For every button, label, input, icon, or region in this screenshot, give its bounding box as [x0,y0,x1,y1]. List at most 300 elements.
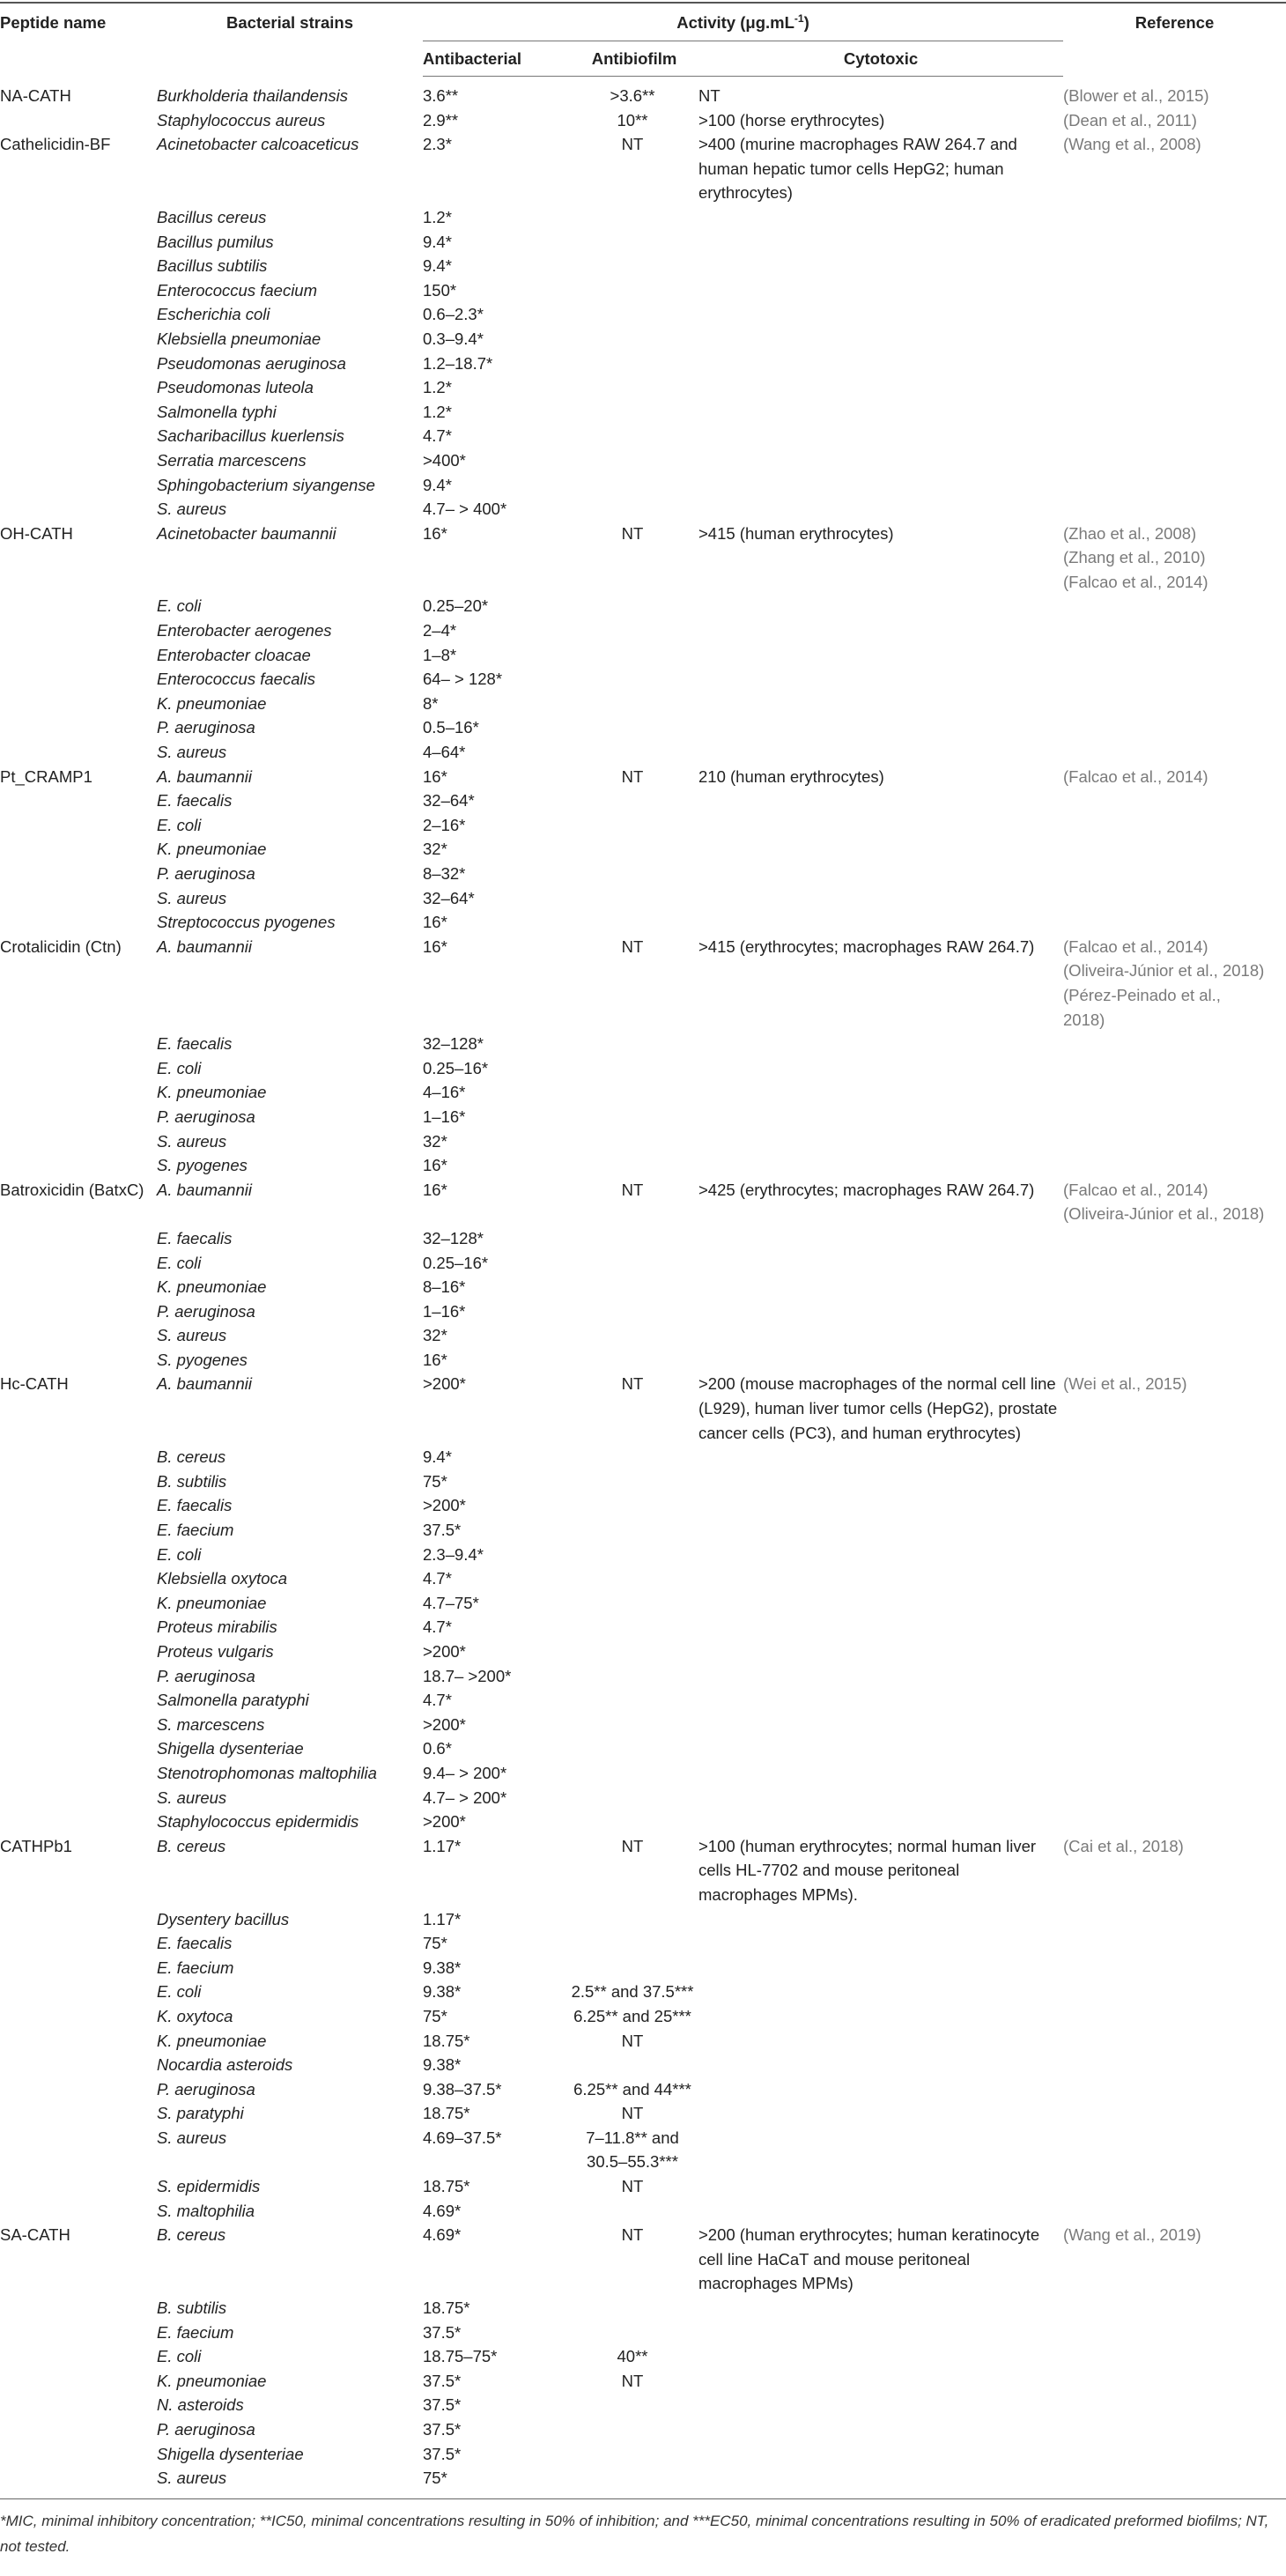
table-row [0,1493,1286,1518]
cell-peptide-name [0,862,157,886]
cell-bacterial-strain: Enterobacter aerogenes [157,621,332,640]
cell-bacterial-strain: Klebsiella pneumoniae [157,329,322,348]
cell-antibiofilm [570,2053,698,2077]
table-row [0,1518,1286,1543]
cell-antibacterial: 4–16* [423,1083,466,1102]
cell-reference [1063,400,1286,425]
cell-peptide-name [0,618,157,643]
cell-bacterial-strain: Enterococcus faecium [157,280,318,300]
cell-bacterial-strain: Burkholderia thailandensis [157,85,348,105]
cell-reference [1063,352,1286,376]
cell-peptide-name [0,1664,157,1689]
cell-antibiofilm: NT [621,1836,644,1855]
cell-peptide-name: Batroxicidin (BatxC) [0,1180,144,1199]
cell-cytotoxic [698,715,1063,740]
cell-antibiofilm [570,254,698,278]
cell-antibiofilm [570,715,698,740]
cell-antibiofilm: 6.25** and 25*** [573,2006,691,2025]
cell-cytotoxic [698,1518,1063,1543]
header-cytotoxic: Cytotoxic [698,41,1063,77]
cell-antibacterial: 2.3–9.4* [423,1544,484,1564]
cell-reference [1063,375,1286,400]
cell-antibiofilm [570,1032,698,1056]
cell-peptide-name [0,1080,157,1105]
table-row [0,400,1286,425]
cell-antibiofilm [570,1591,698,1616]
cell-antibacterial: 8–32* [423,864,466,883]
cell-peptide-name [0,667,157,692]
cell-bacterial-strain: E. coli [157,1544,202,1564]
table-row [0,352,1286,376]
cell-antibiofilm [570,1105,698,1129]
cell-reference [1063,2077,1286,2102]
cell-antibiofilm [570,1907,698,1932]
table-row [0,1275,1286,1299]
cell-antibiofilm [570,862,698,886]
cell-peptide-name [0,1469,157,1494]
cell-antibiofilm [570,1469,698,1494]
cell-peptide-name [0,813,157,838]
cell-cytotoxic [698,1032,1063,1056]
cell-antibiofilm [570,1299,698,1324]
cell-antibacterial: 1.17* [423,1836,462,1855]
cell-reference [1063,230,1286,255]
cell-bacterial-strain: Escherichia coli [157,305,270,324]
cell-cytotoxic [698,667,1063,692]
cell-cytotoxic [698,1129,1063,1154]
table-row [0,1226,1286,1251]
cell-antibiofilm [570,2417,698,2442]
cell-antibacterial: 4.7* [423,1691,452,1710]
cell-reference [1063,1275,1286,1299]
cell-cytotoxic [698,1761,1063,1786]
cell-cytotoxic [698,2321,1063,2345]
cell-cytotoxic [698,1664,1063,1689]
cell-antibiofilm [570,1786,698,1810]
cell-peptide-name [0,1032,157,1056]
cell-antibacterial: 37.5* [423,2420,462,2439]
cell-peptide-name [0,2417,157,2442]
cell-cytotoxic: >100 (human erythrocytes; normal human liver cells HL-7702 and mouse peritoneal macrophages MPMs). [698,1836,1037,1904]
cell-reference [1063,205,1286,230]
cell-bacterial-strain: Shigella dysenteriae [157,1739,304,1758]
cell-cytotoxic [698,2174,1063,2199]
cell-bacterial-strain: Bacillus cereus [157,207,267,226]
cell-antibiofilm: NT [621,135,644,154]
cell-antibacterial: 9.4* [423,1447,452,1467]
cell-peptide-name [0,1056,157,1081]
cell-bacterial-strain: E. coli [157,2347,202,2366]
cell-antibiofilm: 7–11.8** and 30.5–55.3*** [586,2128,679,2172]
table-row [0,1469,1286,1494]
cell-antibiofilm [570,1713,698,1737]
cell-bacterial-strain: K. pneumoniae [157,2031,267,2050]
cell-antibacterial: 0.6–2.3* [423,305,484,324]
cell-cytotoxic [698,254,1063,278]
cell-bacterial-strain: S. aureus [157,2128,227,2147]
table-row [0,375,1286,400]
cell-cytotoxic [698,230,1063,255]
cell-peptide-name [0,497,157,522]
header-reference: Reference [1134,13,1215,32]
cell-antibacterial: 32–128* [423,1034,484,1054]
cell-reference [1063,837,1286,862]
table-row [0,1543,1286,1567]
cell-peptide-name [0,2442,157,2467]
table-row [0,2466,1286,2491]
cell-antibiofilm [570,1493,698,1518]
cell-reference [1063,254,1286,278]
cell-reference: (Falcao et al., 2014) [1063,766,1208,786]
cell-antibiofilm [570,473,698,498]
table-row [0,1591,1286,1616]
table-row [0,862,1286,886]
cell-peptide-name [0,1566,157,1591]
header-bacterial-strains: Bacterial strains [226,13,353,32]
cell-peptide-name [0,910,157,935]
cell-peptide-name [0,1688,157,1713]
cell-antibiofilm: NT [621,936,644,956]
cell-reference [1063,740,1286,765]
cell-bacterial-strain: Sacharibacillus kuerlensis [157,426,344,446]
cell-antibiofilm [570,327,698,352]
cell-reference [1063,2466,1286,2491]
cell-bacterial-strain: Klebsiella oxytoca [157,1569,288,1588]
cell-reference [1063,1615,1286,1640]
table-row [0,424,1286,448]
cell-peptide-name: NA-CATH [0,85,71,105]
cell-bacterial-strain: E. faecalis [157,1934,233,1953]
cell-cytotoxic [698,1080,1063,1105]
cell-bacterial-strain: S. pyogenes [157,1156,248,1175]
cell-antibacterial: >400* [423,450,466,470]
cell-peptide-name [0,1980,157,2004]
table-row [0,2174,1286,2199]
cell-peptide-name [0,594,157,618]
cell-bacterial-strain: Acinetobacter calcoaceticus [157,135,359,154]
cell-bacterial-strain: Staphylococcus epidermidis [157,1812,359,1832]
cell-reference: (Wang et al., 2019) [1063,2225,1201,2245]
cell-cytotoxic [698,910,1063,935]
table-row [0,230,1286,255]
cell-antibacterial: 4.7* [423,1617,452,1637]
cell-antibiofilm: NT [621,2371,644,2390]
cell-peptide-name [0,1348,157,1373]
cell-cytotoxic [698,1445,1063,1469]
cell-peptide-name [0,1956,157,1980]
cell-reference: (Cai et al., 2018) [1063,1836,1184,1855]
table-row [0,765,1286,789]
cell-antibacterial: >200* [423,1374,466,1394]
table-row [0,2029,1286,2054]
table-row [0,1810,1286,1834]
cell-cytotoxic [698,375,1063,400]
cell-antibiofilm [570,692,698,716]
cell-cytotoxic [698,740,1063,765]
cell-bacterial-strain: S. aureus [157,743,227,762]
cell-cytotoxic [698,618,1063,643]
cell-peptide-name [0,1640,157,1664]
table-row [0,618,1286,643]
cell-reference [1063,1566,1286,1591]
cell-bacterial-strain: K. pneumoniae [157,2371,267,2390]
cell-cytotoxic [698,2199,1063,2224]
cell-reference [1063,1348,1286,1373]
cell-peptide-name: Pt_CRAMP1 [0,766,92,786]
cell-cytotoxic [698,2077,1063,2102]
cell-cytotoxic [698,1907,1063,1932]
cell-antibiofilm [570,837,698,862]
table-row [0,2077,1286,2102]
cell-antibacterial: 9.38* [423,2055,462,2075]
cell-peptide-name: Cathelicidin-BF [0,135,111,154]
cell-cytotoxic: >100 (horse erythrocytes) [698,110,885,130]
cell-bacterial-strain: Acinetobacter baumannii [157,523,336,543]
table-row [0,2296,1286,2321]
cell-peptide-name [0,715,157,740]
cell-antibacterial: 32* [423,1131,447,1151]
cell-peptide-name [0,400,157,425]
cell-antibiofilm [570,1323,698,1348]
cell-bacterial-strain: Proteus mirabilis [157,1617,277,1637]
cell-antibacterial: 1–16* [423,1107,466,1126]
cell-reference [1063,2126,1286,2174]
cell-antibacterial: 4.7* [423,426,452,446]
cell-bacterial-strain: B. subtilis [157,2298,227,2318]
cell-cytotoxic [698,424,1063,448]
cell-antibiofilm [570,813,698,838]
cell-reference [1063,1713,1286,1737]
cell-reference: (Falcao et al., 2014) (Oliveira-Júnior et al., 2018) (Pérez-Peinado et al., 2018) [1063,936,1265,1029]
cell-antibacterial: 4.7–75* [423,1593,479,1612]
cell-reference [1063,1761,1286,1786]
table-row [0,2344,1286,2369]
table-row [0,935,1286,1032]
cell-reference [1063,1664,1286,1689]
cell-bacterial-strain: K. pneumoniae [157,693,267,713]
cell-bacterial-strain: A. baumannii [157,1180,252,1199]
cell-reference [1063,2442,1286,2467]
cell-antibiofilm [570,2442,698,2467]
cell-cytotoxic [698,2126,1063,2174]
cell-cytotoxic [698,2101,1063,2126]
cell-cytotoxic [698,1591,1063,1616]
table-row [0,1372,1286,1445]
cell-reference [1063,1129,1286,1154]
cell-reference [1063,2053,1286,2077]
cell-bacterial-strain: Salmonella paratyphi [157,1691,309,1710]
cell-antibiofilm: NT [621,1374,644,1394]
cell-antibiofilm [570,1348,698,1373]
cell-peptide-name [0,837,157,862]
cell-bacterial-strain: S. aureus [157,1131,227,1151]
cell-antibacterial: 32–128* [423,1228,484,1247]
cell-cytotoxic: 210 (human erythrocytes) [698,766,884,786]
cell-bacterial-strain: Stenotrophomonas maltophilia [157,1763,377,1782]
cell-bacterial-strain: Enterococcus faecalis [157,670,315,689]
cell-antibiofilm [570,594,698,618]
cell-reference [1063,788,1286,813]
cell-antibacterial: 16* [423,523,447,543]
cell-cytotoxic [698,497,1063,522]
cell-bacterial-strain: Staphylococcus aureus [157,110,326,130]
cell-antibacterial: 1.2* [423,207,452,226]
cell-cytotoxic [698,2442,1063,2467]
cell-peptide-name [0,1251,157,1276]
cell-bacterial-strain: E. faecalis [157,1228,233,1247]
cell-antibiofilm: NT [621,2177,644,2196]
cell-antibacterial: >200* [423,1714,466,1734]
cell-peptide-name [0,2029,157,2054]
cell-peptide-name [0,1518,157,1543]
table-row [0,1688,1286,1713]
cell-reference [1063,302,1286,327]
cell-peptide-name [0,1761,157,1786]
cell-reference [1063,1688,1286,1713]
cell-bacterial-strain: Proteus vulgaris [157,1642,274,1661]
cell-reference [1063,278,1286,303]
cell-bacterial-strain: S. pyogenes [157,1350,248,1369]
cell-peptide-name [0,352,157,376]
cell-bacterial-strain: E. faecium [157,1521,234,1540]
cell-cytotoxic [698,862,1063,886]
table-row [0,132,1286,205]
table-row [0,1761,1286,1786]
cell-antibiofilm: 10** [617,110,648,130]
cell-cytotoxic [698,1275,1063,1299]
cell-peptide-name [0,2369,157,2394]
table-row [0,108,1286,133]
cell-bacterial-strain: Bacillus subtilis [157,256,268,276]
cell-reference [1063,643,1286,668]
cell-antibacterial: 4.7– > 200* [423,1788,507,1807]
cell-antibiofilm [570,1080,698,1105]
cell-antibacterial: 4.69* [423,2201,462,2220]
cell-reference [1063,1299,1286,1324]
cell-reference [1063,1445,1286,1469]
cell-antibacterial: 1.2–18.7* [423,353,493,373]
cell-antibacterial: 16* [423,1350,447,1369]
cell-reference [1063,2199,1286,2224]
cell-reference [1063,1323,1286,1348]
cell-reference [1063,1956,1286,1980]
cell-bacterial-strain: P. aeruginosa [157,1107,255,1126]
cell-antibacterial: 4–64* [423,743,466,762]
table-row [0,1105,1286,1129]
cell-bacterial-strain: K. pneumoniae [157,1593,267,1612]
cell-reference [1063,1980,1286,2004]
cell-antibiofilm: 6.25** and 44*** [573,2079,691,2099]
cell-reference [1063,910,1286,935]
cell-cytotoxic [698,2296,1063,2321]
cell-peptide-name [0,2004,157,2029]
cell-peptide-name [0,2296,157,2321]
cell-bacterial-strain: E. coli [157,815,202,834]
table-row [0,1615,1286,1640]
cell-antibacterial: 1.17* [423,1909,462,1928]
cell-bacterial-strain: S. aureus [157,888,227,907]
cell-reference [1063,1105,1286,1129]
cell-bacterial-strain: E. faecalis [157,1034,233,1054]
table-row [0,1445,1286,1469]
cell-antibacterial: 0.5–16* [423,718,479,737]
cell-peptide-name [0,692,157,716]
cell-cytotoxic [698,1980,1063,2004]
cell-cytotoxic: >415 (human erythrocytes) [698,523,894,543]
cell-antibiofilm: >3.6** [610,86,655,105]
cell-cytotoxic [698,2053,1063,2077]
table-row [0,1032,1286,1056]
cell-reference [1063,2296,1286,2321]
cell-antibiofilm [570,1664,698,1689]
cell-peptide-name [0,473,157,498]
cell-cytotoxic [698,2004,1063,2029]
cell-antibiofilm [570,1688,698,1713]
cell-bacterial-strain: E. faecium [157,2322,234,2342]
cell-reference [1063,1056,1286,1081]
cell-cytotoxic [698,837,1063,862]
cell-antibacterial: 0.3–9.4* [423,329,484,348]
cell-peptide-name [0,2344,157,2369]
cell-antibiofilm [570,1153,698,1178]
cell-peptide-name [0,2466,157,2491]
cell-antibiofilm [570,302,698,327]
cell-bacterial-strain: Pseudomonas luteola [157,378,314,397]
cell-antibacterial: 32* [423,840,447,859]
cell-peptide-name [0,886,157,911]
cell-antibiofilm [570,497,698,522]
header-activity [423,3,1063,41]
cell-antibiofilm [570,788,698,813]
table-row [0,327,1286,352]
table-row [0,1251,1286,1276]
cell-bacterial-strain: K. pneumoniae [157,1277,267,1297]
cell-reference [1063,1493,1286,1518]
header-antibacterial: Antibacterial [423,41,570,77]
cell-antibacterial: 9.38* [423,1958,462,1977]
cell-peptide-name [0,302,157,327]
cell-reference: (Zhao et al., 2008) (Zhang et al., 2010) (Falcao et al., 2014) [1063,523,1208,591]
cell-antibiofilm: NT [621,2104,644,2123]
cell-antibacterial: 9.38* [423,1982,462,2002]
cell-antibiofilm: NT [621,2225,644,2245]
cell-peptide-name [0,1810,157,1834]
cell-reference [1063,473,1286,498]
cell-antibiofilm [570,1566,698,1591]
table-row [0,1931,1286,1956]
cell-antibacterial: 37.5* [423,2371,462,2390]
cell-peptide-name [0,230,157,255]
cell-antibiofilm [570,205,698,230]
cell-cytotoxic [698,1493,1063,1518]
table-row [0,667,1286,692]
cell-reference [1063,424,1286,448]
cell-reference [1063,2393,1286,2417]
cell-antibiofilm [570,618,698,643]
table-row [0,1129,1286,1154]
cell-reference [1063,618,1286,643]
cell-antibiofilm: NT [621,766,644,786]
cell-antibacterial: 2.9** [423,110,459,130]
cell-antibacterial: 9.4* [423,232,452,251]
cell-antibacterial: 32* [423,1326,447,1345]
cell-bacterial-strain: B. cereus [157,2225,226,2245]
cell-cytotoxic [698,1323,1063,1348]
cell-antibiofilm [570,1226,698,1251]
cell-cytotoxic [698,1736,1063,1761]
cell-reference [1063,1543,1286,1567]
cell-antibacterial: 4.69* [423,2225,462,2245]
